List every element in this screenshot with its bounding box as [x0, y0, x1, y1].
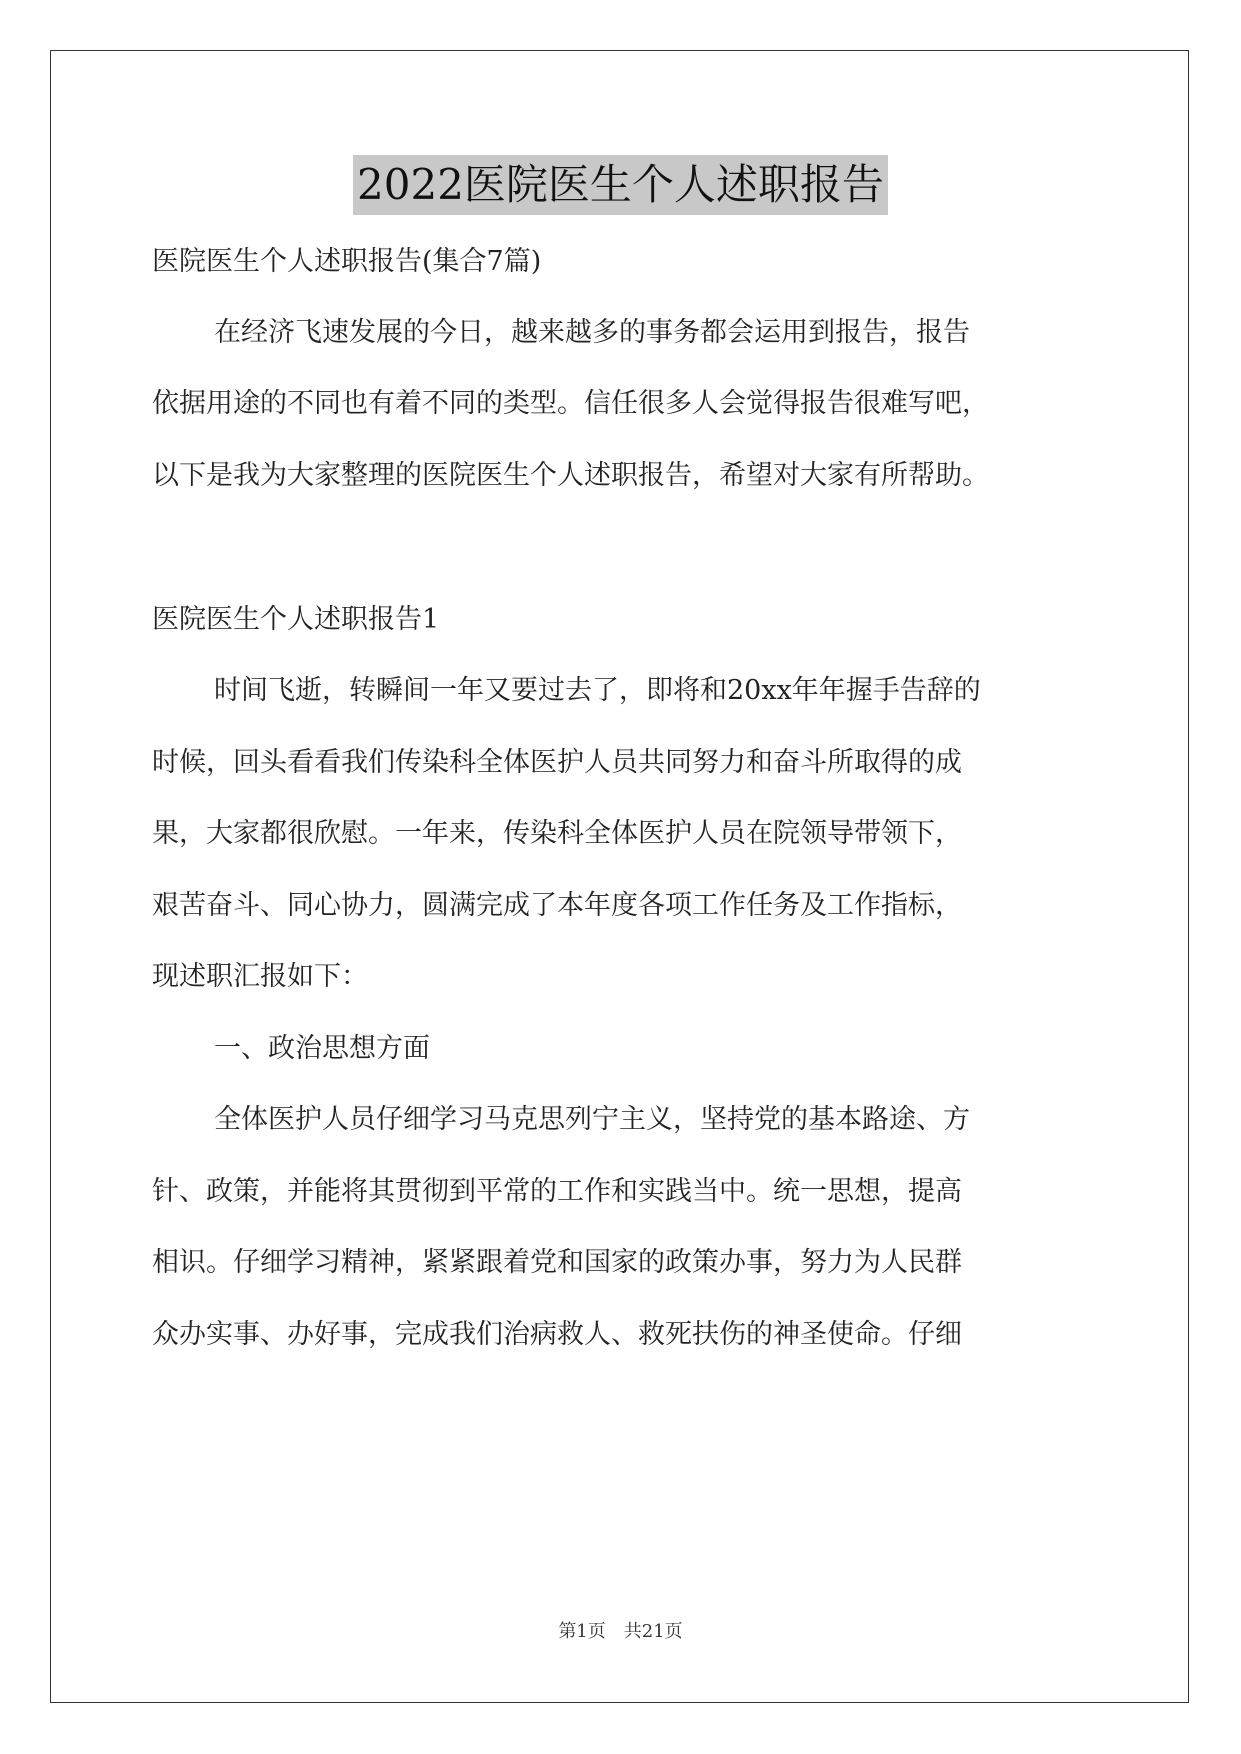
intro-line-2: 依据用途的不同也有着不同的类型。信任很多人会觉得报告很难写吧，: [152, 388, 989, 419]
body-line-4: 艰苦奋斗、同心协力，圆满完成了本年度各项工作任务及工作指标，: [152, 890, 962, 921]
body-line-9: 众办实事、办好事，完成我们治病救人、救死扶伤的神圣使命。仔细: [152, 1319, 962, 1350]
body-line-3: 果，大家都很欣慰。一年来，传染科全体医护人员在院领导带领下，: [152, 818, 962, 849]
subtitle-line: 医院医生个人述职报告(集合7篇): [152, 246, 542, 277]
page-border: [50, 50, 1189, 1703]
section-heading-1: 医院医生个人述职报告1: [152, 604, 440, 635]
body-line-8: 相识。仔细学习精神，紧紧跟着党和国家的政策办事，努力为人民群: [152, 1247, 962, 1278]
body-line-1: 时间飞逝，转瞬间一年又要过去了，即将和20xx年年握手告辞的: [214, 675, 981, 706]
document-title: 2022医院医生个人述职报告: [353, 155, 888, 215]
intro-line-1: 在经济飞速发展的今日，越来越多的事务都会运用到报告，报告: [214, 317, 970, 348]
subsection-heading: 一、政治思想方面: [214, 1033, 430, 1064]
body-line-7: 针、政策，并能将其贯彻到平常的工作和实践当中。统一思想，提高: [152, 1176, 962, 1207]
page-footer: 第1页 共21页: [558, 1621, 683, 1642]
body-line-2: 时候，回头看看我们传染科全体医护人员共同努力和奋斗所取得的成: [152, 747, 962, 778]
title-container: [0, 155, 1241, 215]
body-line-5: 现述职汇报如下：: [152, 961, 368, 992]
body-line-6: 全体医护人员仔细学习马克思列宁主义，坚持党的基本路途、方: [214, 1104, 970, 1135]
intro-line-3: 以下是我为大家整理的医院医生个人述职报告，希望对大家有所帮助。: [152, 460, 989, 491]
